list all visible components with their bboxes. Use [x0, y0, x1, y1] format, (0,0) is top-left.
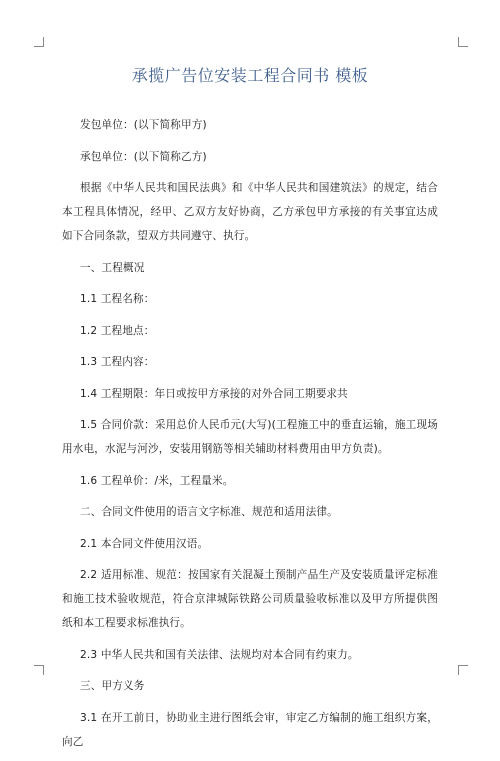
crop-mark-top-right	[458, 37, 468, 47]
clause-2-1: 2.1 本合同文件使用汉语。	[80, 537, 209, 550]
crop-mark-bottom-left	[34, 665, 44, 675]
clause-1-1: 1.1 工程名称：	[80, 293, 155, 305]
party-a-line: 发包单位：(以下简称甲方)	[80, 119, 207, 131]
clause-1-5: 1.5 合同价款：采用总价人民币元(大写)(工程施工中的垂直运输，施工现场用水电，水泥与河沙，安装用钢筋等相关辅助材料费用由甲方负责)。	[62, 419, 438, 455]
clause-1-4: 1.4 工程期限：年日或按甲方承接的对外合同工期要求共	[80, 387, 348, 400]
section-heading-1: 一、工程概况	[80, 261, 145, 274]
document-body	[62, 113, 438, 761]
clause-2-3: 2.3 中华人民共和国有关法律、法规均对本合同有约束力。	[80, 648, 359, 661]
preamble-paragraph: 根据《中华人民共和国民法典》和《中华人民共和国建筑法》的规定，结合本工程具体情况，经甲、乙双方友好协商，乙方承包甲方承接的有关事宜达成如下合同条款，望双方共同遵守、执行。	[62, 182, 438, 242]
section-heading-2: 二、合同文件使用的语言文字标准、规范和适用法律。	[80, 506, 338, 518]
section-heading-3: 三、甲方义务	[80, 680, 145, 692]
crop-mark-bottom-right	[458, 665, 468, 675]
clause-3-1: 3.1 在开工前日，协助业主进行图纸会审，审定乙方编制的施工组织方案，向乙	[62, 711, 438, 748]
clause-2-2: 2.2 适用标准、规范：按国家有关混凝土预制产品生产及安装质量评定标准和施工技术验收规范，符合京津城际铁路公司质量验收标准以及甲方所提供图纸和本工程要求标准执行。	[62, 569, 438, 629]
crop-mark-top-left	[34, 37, 44, 47]
clause-1-3: 1.3 工程内容：	[80, 356, 155, 368]
party-b-line: 承包单位：(以下简称乙方)	[80, 150, 207, 163]
clause-1-2: 1.2 工程地点：	[80, 324, 155, 337]
clause-1-6: 1.6 工程单价：/米，工程量米。	[80, 474, 234, 487]
document-title: 承揽广告位安装工程合同书 模板	[131, 66, 369, 85]
